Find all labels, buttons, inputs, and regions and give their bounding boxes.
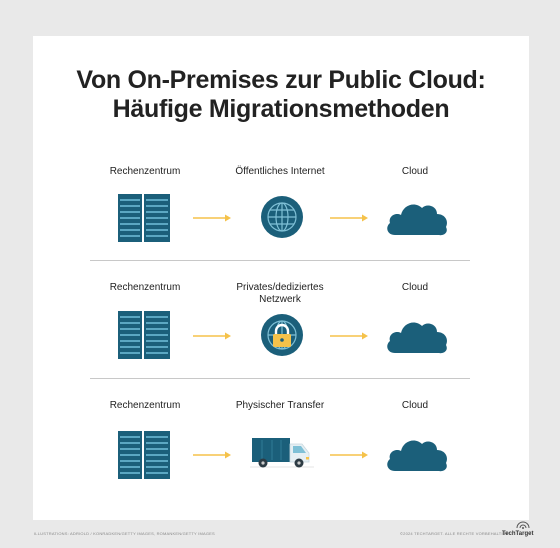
globe-icon xyxy=(260,195,304,239)
globe-lock-icon xyxy=(260,313,304,357)
row-divider xyxy=(90,378,470,379)
row3-middle-label: Physischer Transfer xyxy=(235,400,325,411)
arrow-right-icon xyxy=(193,450,231,460)
brand-name: TechTarget xyxy=(502,531,534,537)
row1-target-label: Cloud xyxy=(401,166,429,177)
techtarget-logo-icon xyxy=(516,520,530,529)
row3-source-label: Rechenzentrum xyxy=(109,400,181,411)
row2-middle-label: Privates/dediziertes Netzwerk xyxy=(236,282,324,305)
server-rack-icon xyxy=(118,194,170,242)
row2-source-label: Rechenzentrum xyxy=(109,282,181,293)
row1-middle-label: Öffentliches Internet xyxy=(235,166,325,177)
arrow-right-icon xyxy=(193,213,231,223)
title-line-2: Häufige Migrationsmethoden xyxy=(112,95,450,123)
row-divider xyxy=(90,260,470,261)
page-title xyxy=(33,66,529,124)
truck-icon xyxy=(250,434,314,472)
cloud-icon xyxy=(385,317,449,355)
migration-row-2 xyxy=(33,280,529,392)
arrow-right-icon xyxy=(193,331,231,341)
cloud-icon xyxy=(385,199,449,237)
row3-target-label: Cloud xyxy=(401,400,429,411)
server-rack-icon xyxy=(118,431,170,479)
row1-source-label: Rechenzentrum xyxy=(109,166,181,177)
migration-row-3 xyxy=(33,398,529,510)
infographic-card xyxy=(33,36,529,520)
migration-row-1 xyxy=(33,162,529,274)
image-credits: ILLUSTRATIONS: ADRIOLD / KONRADKEN/GETTY IMAGES, ROMANKEN/GETTY IMAGES xyxy=(34,531,215,536)
title-line-1: Von On-Premises zur Public Cloud: xyxy=(76,66,486,94)
server-rack-icon xyxy=(118,311,170,359)
arrow-right-icon xyxy=(330,213,368,223)
arrow-right-icon xyxy=(330,331,368,341)
arrow-right-icon xyxy=(330,450,368,460)
row2-target-label: Cloud xyxy=(401,282,429,293)
copyright-notice: ©2024 TECHTARGET. ALLE RECHTE VORBEHALTEN. xyxy=(400,531,509,536)
cloud-icon xyxy=(385,435,449,473)
